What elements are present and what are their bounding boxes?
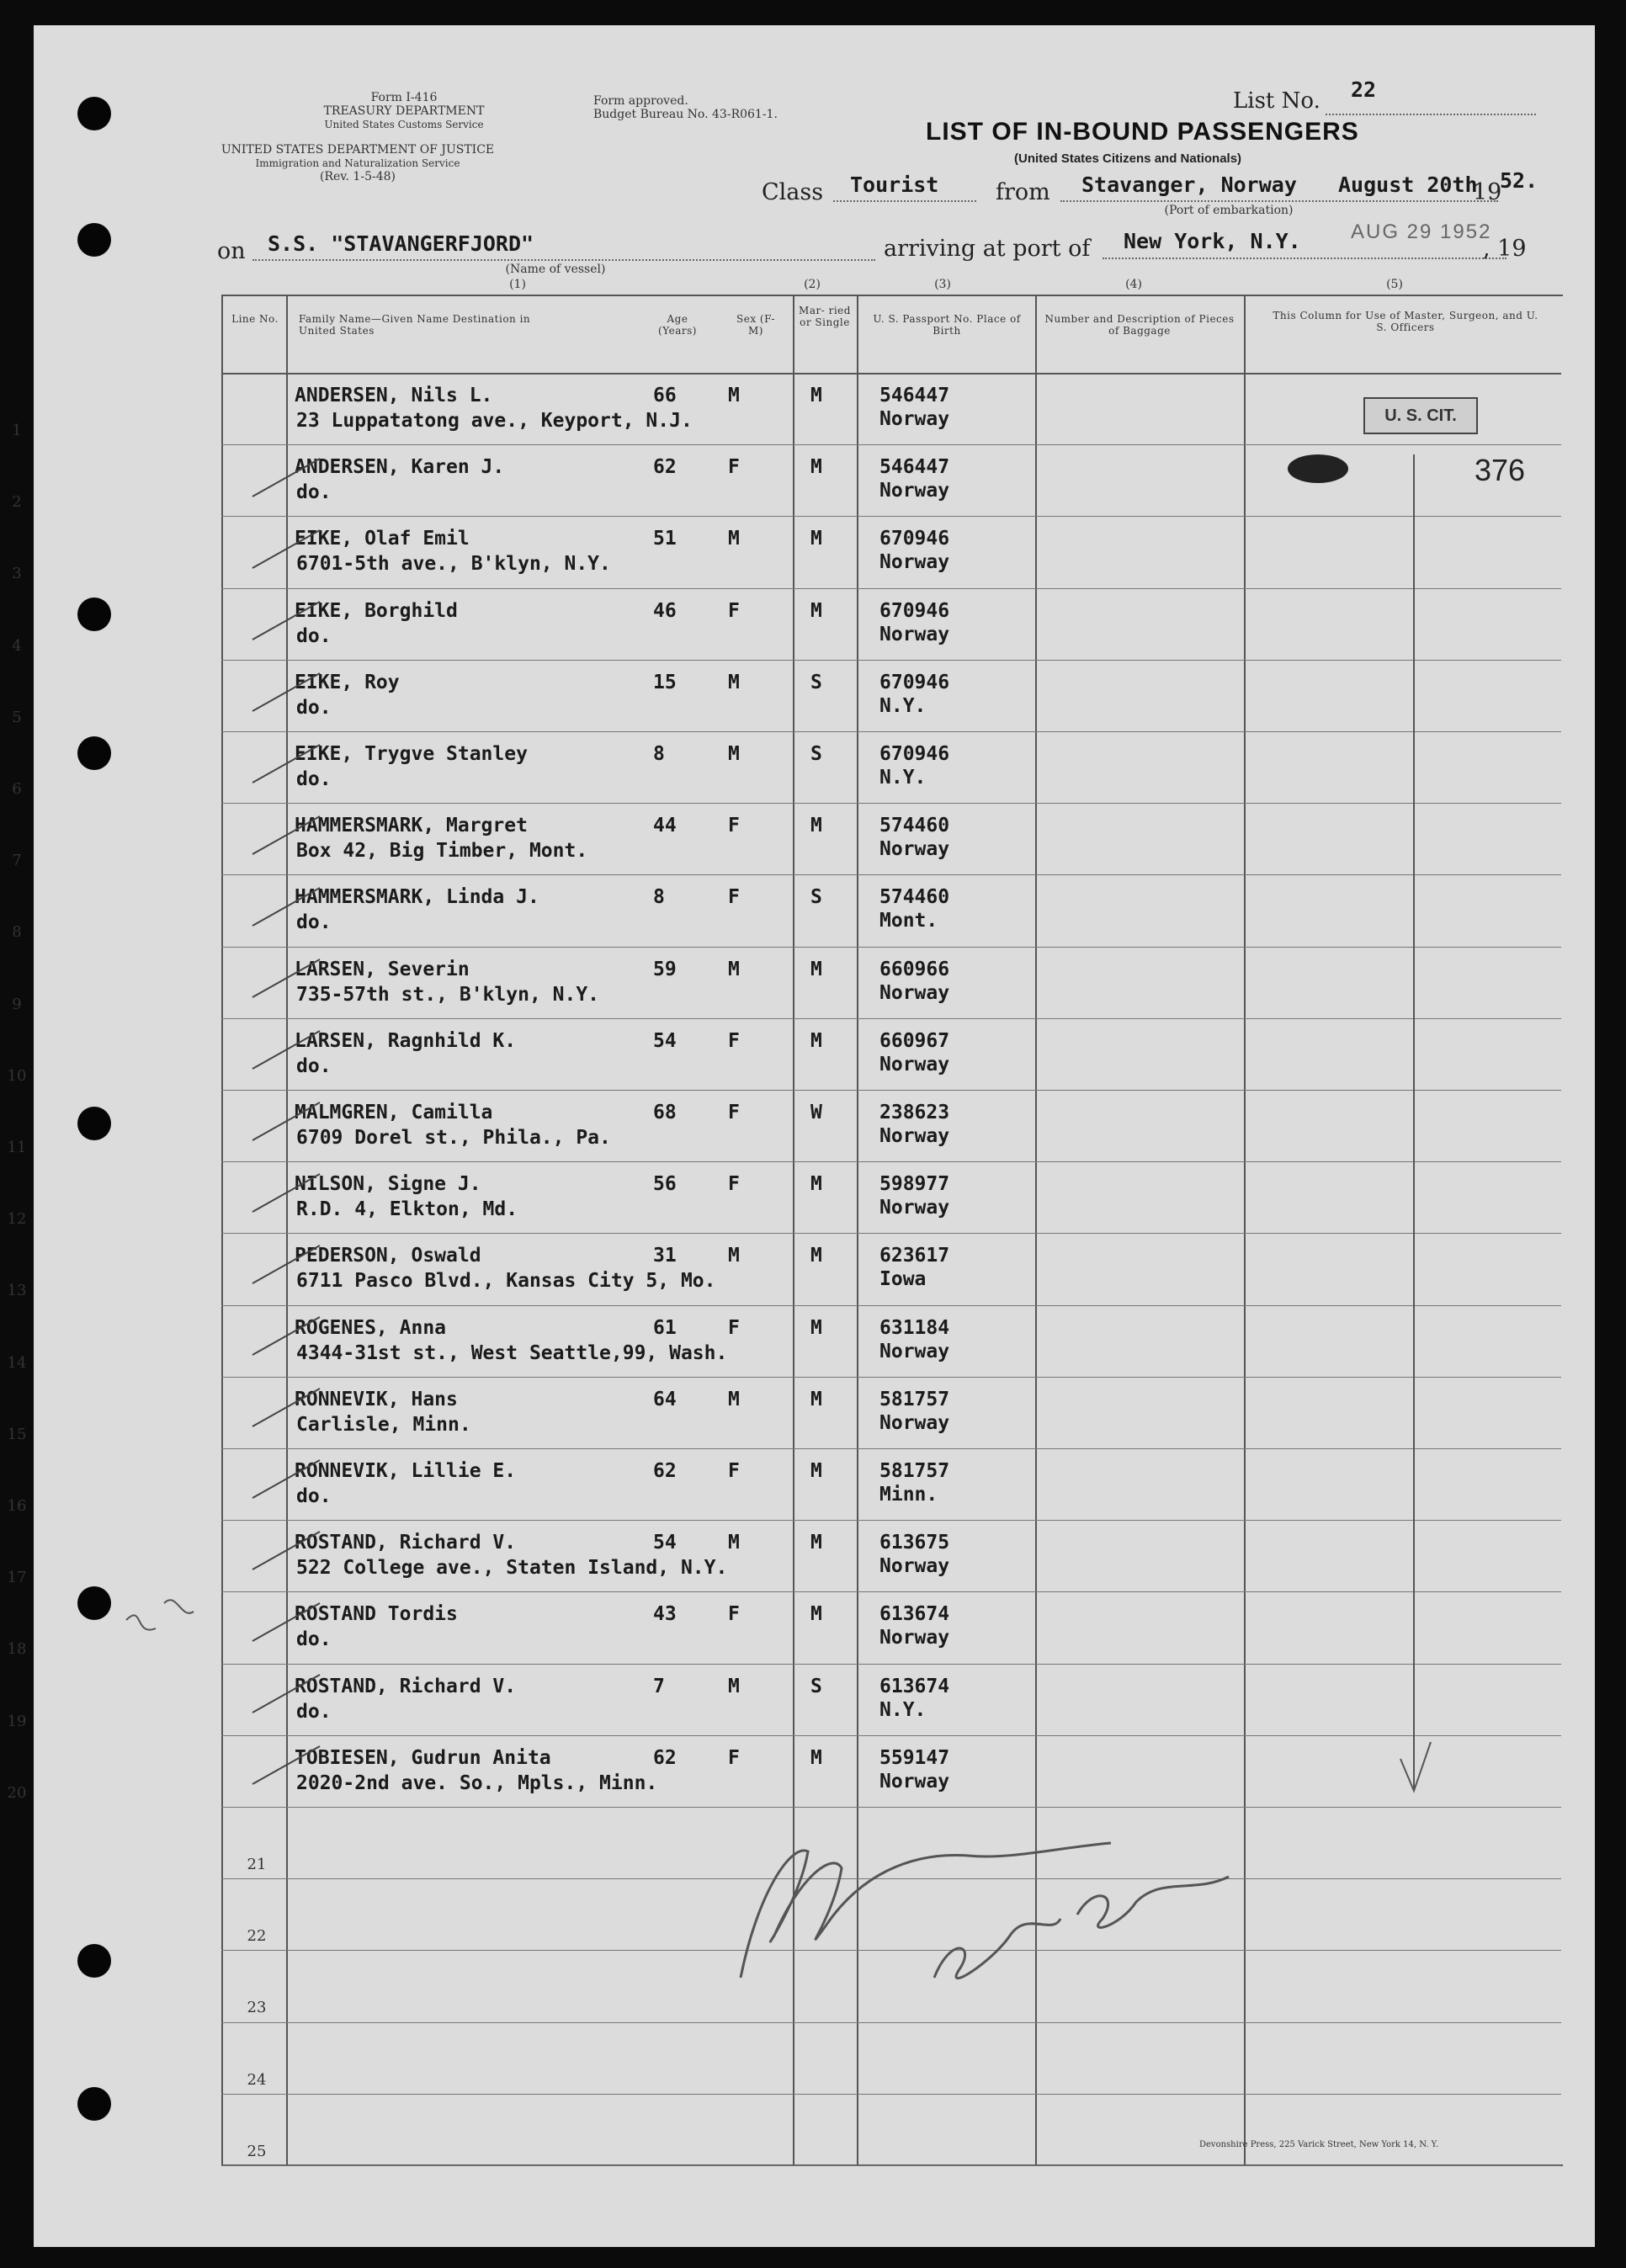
list-no-label: List No.: [1233, 88, 1320, 114]
passenger-sex: F: [728, 815, 740, 837]
line-number: 11: [7, 1139, 27, 1156]
col-header-married: Mar- ried or Single: [799, 305, 851, 328]
col-header-passport: U. S. Passport No. Place of Birth: [873, 313, 1021, 337]
passenger-name: LARSEN, Ragnhild K.: [295, 1029, 517, 1052]
passenger-marital-status: M: [810, 1603, 822, 1626]
passport-number: 598977: [879, 1173, 950, 1196]
col-header-line: Line No.: [231, 313, 279, 325]
vessel-name: S.S. "STAVANGERFJORD": [268, 231, 534, 256]
passport-number: 581757: [879, 1388, 950, 1410]
line-number: 13: [7, 1282, 27, 1300]
col-header-baggage: Number and Description of Pieces of Baggage: [1044, 313, 1235, 337]
passenger-marital-status: S: [810, 671, 822, 693]
passenger-age: 62: [653, 456, 677, 479]
line-number: 7: [12, 852, 22, 870]
passenger-destination: 6711 Pasco Blvd., Kansas City 5, Mo.: [296, 1270, 716, 1293]
passenger-name: ROSTAND, Richard V.: [295, 1675, 517, 1697]
place-of-birth: Norway: [879, 1555, 950, 1578]
passenger-destination: 6701-5th ave., B'klyn, N.Y.: [296, 553, 611, 576]
passenger-destination: Box 42, Big Timber, Mont.: [296, 840, 588, 863]
passenger-marital-status: S: [810, 1675, 822, 1697]
passenger-marital-status: M: [810, 1245, 822, 1267]
passenger-marital-status: M: [810, 528, 822, 550]
justice-header: [215, 143, 501, 183]
col-divider: [286, 295, 288, 2166]
passenger-destination: Carlisle, Minn.: [296, 1413, 471, 1436]
passenger-marital-status: W: [810, 1102, 822, 1123]
line-number: 15: [7, 1425, 27, 1443]
passenger-name: HAMMERSMARK, Margret: [295, 815, 528, 837]
form-number: Form I-416: [370, 91, 438, 104]
passenger-sex: F: [728, 1029, 740, 1052]
passenger-name: HAMMERSMARK, Linda J.: [295, 886, 539, 909]
line-number: 5: [12, 708, 22, 726]
passenger-sex: M: [728, 385, 740, 406]
row-divider: [221, 731, 1561, 732]
class-label: Class: [762, 179, 824, 205]
line-number: 3: [12, 565, 22, 583]
col-divider: [793, 295, 794, 2166]
passenger-name: NILSON, Signe J.: [295, 1173, 481, 1196]
passenger-age: 62: [653, 1746, 677, 1769]
binder-hole: [77, 1944, 111, 1978]
row-divider: [221, 588, 1561, 589]
passenger-age: 54: [653, 1029, 677, 1052]
row-divider: [221, 660, 1561, 661]
passenger-age: 54: [653, 1532, 677, 1554]
list-no-line: [1326, 114, 1536, 115]
binder-hole: [77, 2087, 111, 2121]
binder-hole: [77, 598, 111, 631]
passenger-marital-status: M: [810, 1532, 822, 1554]
passenger-age: 7: [653, 1675, 665, 1697]
passport-number: 574460: [879, 815, 950, 837]
class-value: Tourist: [850, 173, 939, 197]
passenger-destination: 522 College ave., Staten Island, N.Y.: [296, 1557, 728, 1580]
page-title: LIST OF IN-BOUND PASSENGERS: [926, 118, 1359, 146]
binder-hole: [77, 1586, 111, 1620]
row-divider: [221, 1161, 1561, 1162]
passenger-sex: M: [728, 1245, 740, 1267]
row-divider: [221, 1090, 1561, 1091]
column-number: (1): [509, 278, 526, 291]
passenger-name: ANDERSEN, Karen J.: [295, 456, 505, 479]
passenger-marital-status: M: [810, 1029, 822, 1052]
passenger-destination: do.: [296, 1700, 332, 1723]
budget-bureau: Budget Bureau No. 43-R061-1.: [593, 108, 778, 121]
passport-number: 670946: [879, 671, 950, 693]
passenger-sex: M: [728, 743, 740, 765]
col-header-sex: Sex (F-M): [736, 313, 775, 337]
passenger-destination: do.: [296, 768, 332, 790]
passenger-age: 46: [653, 599, 677, 622]
arrival-line: [1103, 258, 1506, 259]
passenger-destination: 6709 Dorel st., Phila., Pa.: [296, 1127, 611, 1149]
passenger-name: ROSTAND, Richard V.: [295, 1532, 517, 1554]
passenger-sex: M: [728, 528, 740, 550]
row-divider: [221, 1018, 1561, 1019]
vessel-caption: (Name of vessel): [505, 263, 606, 276]
passenger-sex: F: [728, 886, 740, 909]
row-divider: [221, 947, 1561, 948]
passenger-sex: M: [728, 1532, 740, 1554]
column-number: (4): [1125, 278, 1142, 291]
row-divider: [221, 1233, 1561, 1234]
on-label: on: [217, 238, 246, 264]
passenger-name: EIKE, Borghild: [295, 599, 458, 622]
column-number: (5): [1386, 278, 1403, 291]
col-divider: [1244, 295, 1246, 2166]
row-divider: [221, 2022, 1561, 2023]
passenger-name: PEDERSON, Oswald: [295, 1245, 481, 1267]
line-number: 2: [12, 493, 22, 512]
passenger-age: 8: [653, 743, 665, 765]
line-number: 12: [7, 1210, 27, 1229]
passenger-marital-status: M: [810, 599, 822, 622]
place-of-birth: Norway: [879, 1411, 950, 1434]
row-divider: [221, 874, 1561, 875]
row-divider: [221, 444, 1561, 445]
voyage-date: August 20th: [1338, 173, 1478, 197]
place-of-birth: Norway: [879, 1053, 950, 1076]
passenger-sex: F: [728, 1460, 740, 1482]
place-of-birth: N.Y.: [879, 767, 927, 789]
line-number: 16: [7, 1497, 27, 1515]
col-header-name: Family Name—Given Name Destination in United States: [299, 313, 531, 337]
passenger-name: RONNEVIK, Hans: [295, 1388, 458, 1410]
place-of-birth: Norway: [879, 838, 950, 861]
passport-number: 613674: [879, 1603, 950, 1626]
year-suffix: 52.: [1500, 168, 1538, 193]
line-number: 17: [7, 1569, 27, 1587]
passport-number: 546447: [879, 385, 950, 406]
passport-number: 559147: [879, 1746, 950, 1769]
line-number: 22: [247, 1927, 267, 1946]
passenger-age: 31: [653, 1245, 677, 1267]
passenger-name: EIKE, Roy: [295, 671, 400, 693]
passport-number: 660966: [879, 958, 950, 980]
passenger-name: ANDERSEN, Nils L.: [295, 385, 493, 406]
row-divider: [221, 1377, 1561, 1378]
class-line: [833, 200, 976, 202]
passport-number: 660967: [879, 1029, 950, 1052]
passenger-destination: R.D. 4, Elkton, Md.: [296, 1198, 518, 1221]
form-approved: Form approved.: [593, 94, 688, 108]
passenger-marital-status: M: [810, 385, 822, 406]
place-of-birth: Norway: [879, 551, 950, 574]
year-label: , 19: [1483, 236, 1527, 262]
year-prefix: 19: [1473, 179, 1502, 205]
passenger-table: [221, 295, 1563, 2166]
arrival-port: New York, N.Y.: [1124, 229, 1301, 253]
row-divider: [221, 803, 1561, 804]
passenger-marital-status: M: [810, 456, 822, 479]
row-divider: [221, 2094, 1561, 2095]
line-number: 21: [247, 1856, 267, 1873]
row-divider: [221, 1520, 1561, 1521]
place-of-birth: N.Y.: [879, 1698, 927, 1721]
us-citizen-stamp: U. S. CIT.: [1363, 397, 1478, 434]
passport-number: 581757: [879, 1460, 950, 1482]
row-divider: [221, 1664, 1561, 1665]
form-header-left: [278, 91, 530, 131]
row-divider: [221, 1305, 1561, 1306]
page-subtitle: (United States Citizens and Nationals): [1014, 151, 1242, 166]
passenger-sex: F: [728, 1603, 740, 1626]
passenger-name: EIKE, Trygve Stanley: [295, 743, 528, 765]
passenger-marital-status: M: [810, 1173, 822, 1196]
handwritten-count: 376: [1475, 453, 1526, 487]
passenger-age: 44: [653, 815, 677, 837]
passenger-marital-status: S: [810, 886, 822, 909]
passenger-destination: do.: [296, 481, 332, 504]
passenger-sex: M: [728, 1675, 740, 1697]
col-header-age: Age (Years): [658, 313, 697, 337]
line-number: 24: [247, 2070, 267, 2089]
passenger-sex: F: [728, 456, 740, 479]
passenger-marital-status: M: [810, 1388, 822, 1410]
binder-hole: [77, 736, 111, 770]
passenger-sex: F: [728, 1173, 740, 1196]
line-number: 10: [7, 1066, 27, 1085]
passenger-name: MALMGREN, Camilla: [295, 1102, 493, 1123]
from-label: from: [996, 179, 1050, 205]
place-of-birth: Mont.: [879, 910, 938, 932]
row-divider: [221, 1807, 1561, 1808]
place-of-birth: N.Y.: [879, 694, 927, 717]
passenger-age: 15: [653, 671, 677, 693]
passenger-sex: F: [728, 1316, 740, 1339]
passenger-destination: do.: [296, 696, 332, 719]
passenger-destination: 4344-31st st., West Seattle,99, Wash.: [296, 1341, 728, 1364]
passenger-age: 8: [653, 886, 665, 909]
column-number: (2): [804, 278, 821, 291]
justice-dept: UNITED STATES DEPARTMENT OF JUSTICE: [221, 143, 495, 157]
passenger-destination: do.: [296, 1485, 332, 1507]
line-number: 20: [7, 1783, 27, 1802]
passenger-sex: F: [728, 1102, 740, 1123]
header-divider: [221, 373, 1561, 374]
from-line: [1060, 200, 1498, 202]
customs-service: United States Customs Service: [324, 119, 484, 130]
passenger-sex: M: [728, 958, 740, 980]
row-divider: [221, 1448, 1561, 1449]
passenger-marital-status: M: [810, 815, 822, 837]
passenger-age: 51: [653, 528, 677, 550]
revision: (Rev. 1-5-48): [320, 170, 396, 183]
passenger-name: RONNEVIK, Lillie E.: [295, 1460, 517, 1482]
place-of-birth: Norway: [879, 623, 950, 645]
row-divider: [221, 516, 1561, 517]
line-number: 14: [7, 1353, 27, 1372]
arrival-date-stamp: AUG 29 1952: [1351, 220, 1492, 243]
line-number: 8: [12, 923, 22, 942]
treasury-dept: TREASURY DEPARTMENT: [323, 104, 485, 118]
passport-number: 613675: [879, 1532, 950, 1554]
line-number: 6: [12, 780, 22, 798]
passenger-destination: do.: [296, 624, 332, 647]
form-approval: [593, 94, 821, 121]
passport-number: 670946: [879, 743, 950, 765]
row-divider: [221, 2165, 1561, 2166]
port-embark-caption: (Port of embarkation): [1164, 204, 1294, 217]
passenger-name: LARSEN, Severin: [295, 958, 470, 980]
line-number: 23: [247, 1999, 267, 2017]
passenger-age: 61: [653, 1316, 677, 1339]
passenger-sex: F: [728, 599, 740, 622]
line-number: 25: [247, 2142, 267, 2160]
row-divider: [221, 1950, 1561, 1951]
row-divider: [221, 1591, 1561, 1592]
column-number: (3): [934, 278, 951, 291]
ins-service: Immigration and Naturalization Service: [255, 157, 460, 169]
row-divider: [221, 1878, 1561, 1879]
passenger-name: ROGENES, Anna: [295, 1316, 447, 1339]
line-number: 9: [12, 995, 22, 1013]
passenger-marital-status: S: [810, 743, 822, 765]
passport-number: 574460: [879, 886, 950, 909]
passenger-age: 59: [653, 958, 677, 980]
place-of-birth: Minn.: [879, 1484, 938, 1506]
line-number: 18: [7, 1640, 27, 1659]
passenger-sex: M: [728, 1388, 740, 1410]
passenger-marital-status: M: [810, 1316, 822, 1339]
passenger-marital-status: M: [810, 1460, 822, 1482]
printer-imprint: Devonshire Press, 225 Varick Street, New York 14, N. Y.: [1199, 2140, 1439, 2149]
passport-number: 631184: [879, 1316, 950, 1339]
line-number: 19: [7, 1712, 27, 1730]
ink-blot: [1288, 454, 1348, 483]
place-of-birth: Norway: [879, 1340, 950, 1362]
passenger-age: 43: [653, 1603, 677, 1626]
binder-hole: [77, 223, 111, 257]
passport-number: 623617: [879, 1245, 950, 1267]
passenger-age: 68: [653, 1102, 677, 1123]
place-of-birth: Norway: [879, 408, 950, 430]
vessel-line: [252, 259, 875, 261]
passenger-destination: do.: [296, 1628, 332, 1651]
row-divider: [221, 1735, 1561, 1736]
passenger-destination: 2020-2nd ave. So., Mpls., Minn.: [296, 1771, 658, 1794]
place-of-birth: Norway: [879, 1197, 950, 1219]
passenger-age: 62: [653, 1460, 677, 1482]
passenger-marital-status: M: [810, 958, 822, 980]
place-of-birth: Iowa: [879, 1268, 927, 1291]
line-number: 1: [12, 422, 22, 439]
passenger-name: ROSTAND Tordis: [295, 1603, 458, 1626]
place-of-birth: Norway: [879, 1627, 950, 1649]
passenger-age: 66: [653, 385, 677, 406]
passenger-destination: 23 Luppatatong ave., Keyport, N.J.: [296, 410, 693, 432]
binder-hole: [77, 97, 111, 130]
col-header-officers: This Column for Use of Master, Surgeon, and U. S. Officers: [1273, 310, 1538, 333]
passport-number: 238623: [879, 1102, 950, 1123]
passenger-marital-status: M: [810, 1746, 822, 1769]
passenger-destination: 735-57th st., B'klyn, N.Y.: [296, 983, 600, 1006]
col-divider: [1035, 295, 1037, 2166]
binder-hole: [77, 1107, 111, 1140]
passport-number: 670946: [879, 528, 950, 550]
place-of-birth: Norway: [879, 1125, 950, 1147]
arriving-label: arriving at port of: [884, 236, 1091, 262]
passport-number: 670946: [879, 599, 950, 622]
col-divider: [857, 295, 858, 2166]
list-no-value: 22: [1351, 77, 1377, 102]
passenger-sex: M: [728, 671, 740, 693]
passenger-destination: do.: [296, 1054, 332, 1077]
passport-number: 546447: [879, 456, 950, 479]
line-number: 4: [12, 636, 22, 655]
passenger-age: 64: [653, 1388, 677, 1410]
place-of-birth: Norway: [879, 480, 950, 502]
passenger-age: 56: [653, 1173, 677, 1196]
passport-number: 613674: [879, 1675, 950, 1697]
from-value: Stavanger, Norway: [1081, 173, 1297, 197]
place-of-birth: Norway: [879, 981, 950, 1004]
place-of-birth: Norway: [879, 1770, 950, 1793]
passenger-sex: F: [728, 1746, 740, 1769]
passenger-destination: do.: [296, 911, 332, 934]
passenger-name: TOBIESEN, Gudrun Anita: [295, 1746, 551, 1769]
passenger-name: EIKE, Olaf Emil: [295, 528, 470, 550]
